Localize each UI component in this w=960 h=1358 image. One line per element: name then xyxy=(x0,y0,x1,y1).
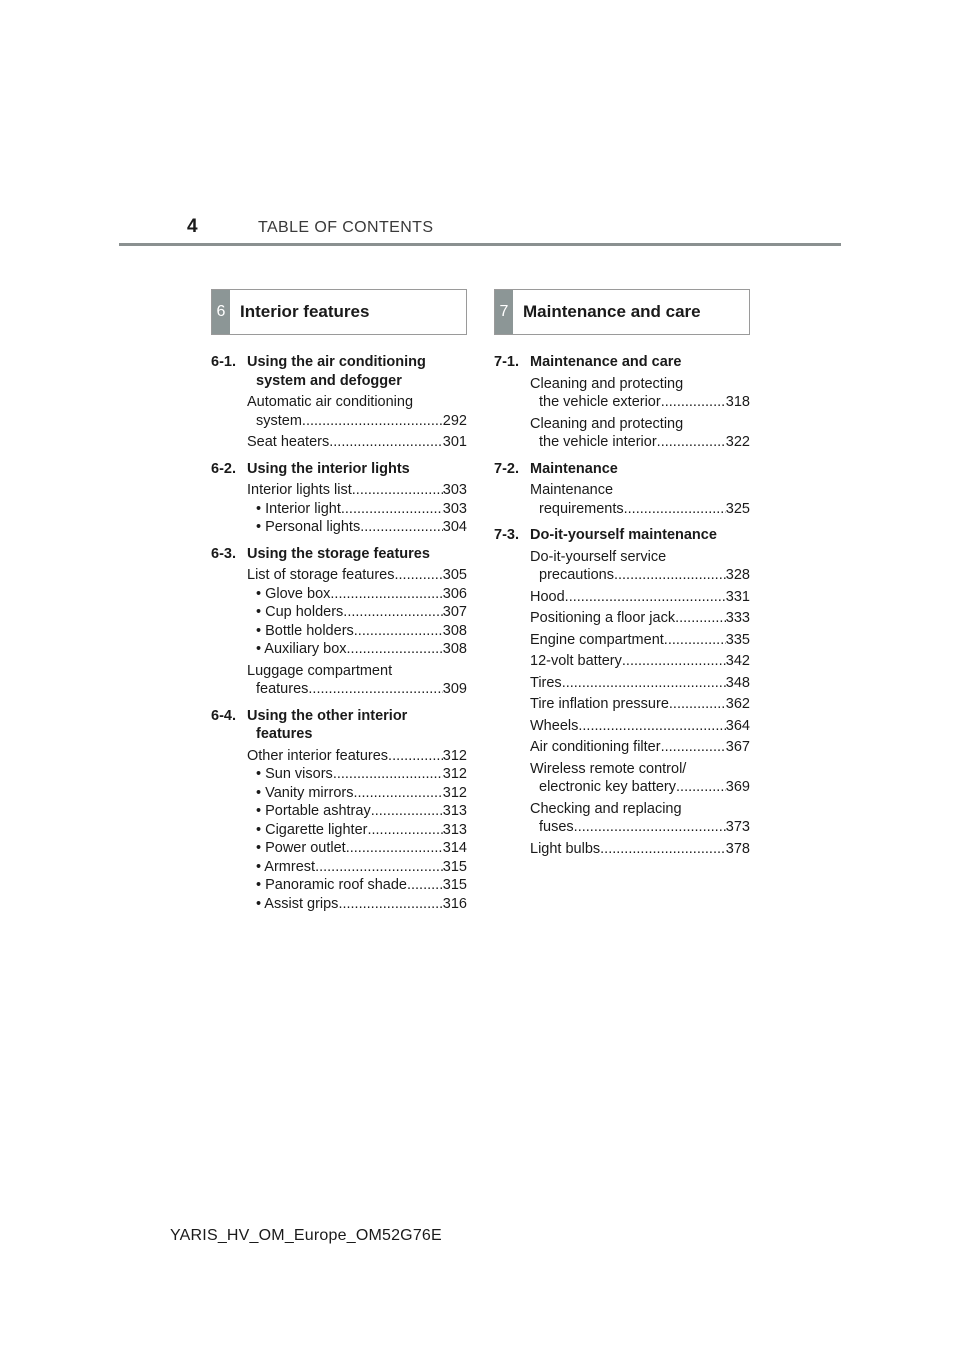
toc-subentry[interactable]: • Portable ashtray ..... 313 xyxy=(247,802,467,821)
page-ref: 309 xyxy=(442,681,467,697)
chapter-6-3 xyxy=(211,545,467,699)
page-ref: 316 xyxy=(442,895,467,912)
chapter-number: 6-3. xyxy=(211,545,236,562)
chapter-6-1 xyxy=(211,353,467,452)
page-ref: 304 xyxy=(442,519,467,535)
toc-subentry[interactable]: • Personal lights ..... 304 xyxy=(247,518,467,537)
section-7-column xyxy=(494,289,750,858)
page-ref: 303 xyxy=(442,500,467,517)
page-ref: 308 xyxy=(442,622,467,639)
page-ref: 348 xyxy=(725,674,750,691)
toc-entry[interactable]: Do-it-yourself service precautions ..... 328 xyxy=(530,548,750,585)
chapter-title[interactable]: Using the other interior features xyxy=(247,707,408,742)
page-ref: 367 xyxy=(725,739,750,755)
page-ref: 378 xyxy=(725,840,750,857)
toc-entry[interactable]: Light bulbs ..... 378 xyxy=(530,840,750,859)
page-ref: 308 xyxy=(442,641,467,657)
toc-subentry[interactable]: • Interior light ..... 303 xyxy=(247,500,467,519)
page-ref: 312 xyxy=(442,747,467,764)
chapter-title[interactable]: Using the interior lights xyxy=(247,460,410,477)
chapter-title[interactable]: Maintenance and care xyxy=(530,354,682,370)
chapter-number: 7-2. xyxy=(494,460,519,477)
toc-entry[interactable]: Seat heaters ..... 301 xyxy=(247,433,467,452)
page-ref: 369 xyxy=(725,779,750,795)
page-ref: 322 xyxy=(725,434,750,450)
toc-subentry[interactable]: • Power outlet ..... 314 xyxy=(247,839,467,858)
chapter-7-1 xyxy=(494,353,750,452)
page-ref: 362 xyxy=(725,696,750,712)
chapter-number: 7-3. xyxy=(494,527,519,543)
chapter-number: 6-1. xyxy=(211,354,236,370)
toc-subentry[interactable]: • Panoramic roof shade ..... 315 xyxy=(247,876,467,895)
page-ref: 342 xyxy=(725,653,750,669)
page-ref: 328 xyxy=(725,567,750,583)
page-ref: 312 xyxy=(442,784,467,801)
section-number-tab: 7 xyxy=(495,290,513,334)
toc-subentry[interactable]: • Vanity mirrors ..... 312 xyxy=(247,784,467,803)
page-ref: 333 xyxy=(725,610,750,626)
toc-entry[interactable]: List of storage features ..... 305 xyxy=(247,566,467,585)
section-6-column xyxy=(211,289,467,913)
toc-entry[interactable]: Maintenance requirements ..... 325 xyxy=(530,481,750,518)
toc-entry[interactable]: Interior lights list ..... 303 xyxy=(247,481,467,500)
chapter-number: 6-4. xyxy=(211,707,236,724)
toc-entry[interactable]: Checking and replacing fuses ..... 373 xyxy=(530,800,750,837)
page-ref: 312 xyxy=(442,766,467,782)
toc-subentry[interactable]: • Bottle holders ..... 308 xyxy=(247,622,467,641)
toc-entry[interactable]: Other interior features ..... 312 xyxy=(247,747,467,766)
page-ref: 305 xyxy=(442,567,467,583)
toc-subentry-list xyxy=(247,585,467,659)
toc-entry[interactable]: Tires ..... 348 xyxy=(530,674,750,693)
toc-entry[interactable]: Engine compartment ..... 335 xyxy=(530,631,750,650)
toc-subentry[interactable]: • Auxiliary box ..... 308 xyxy=(247,640,467,659)
section-header-7[interactable] xyxy=(494,289,750,335)
toc-entry[interactable]: Hood ..... 331 xyxy=(530,588,750,607)
chapter-7-3 xyxy=(494,526,750,858)
toc-entry[interactable]: Cleaning and protecting the vehicle interior ..... 322 xyxy=(530,415,750,452)
page-ref: 306 xyxy=(442,585,467,602)
toc-subentry-list xyxy=(247,500,467,537)
header-title: TABLE OF CONTENTS xyxy=(258,219,434,236)
page-ref: 303 xyxy=(442,482,467,498)
page-ref: 331 xyxy=(725,588,750,605)
chapter-title[interactable]: Do-it-yourself maintenance xyxy=(530,527,717,543)
page-ref: 315 xyxy=(442,858,467,875)
section-header-6[interactable] xyxy=(211,289,467,335)
chapter-7-2 xyxy=(494,460,750,519)
toc-entry[interactable]: Automatic air conditioning system ..... 292 xyxy=(247,393,467,430)
toc-subentry[interactable]: • Glove box ..... 306 xyxy=(247,585,467,604)
page-ref: 373 xyxy=(725,819,750,835)
chapter-6-4 xyxy=(211,707,467,914)
chapter-title[interactable]: Using the storage features xyxy=(247,545,430,562)
page-ref: 313 xyxy=(442,821,467,838)
toc-subentry[interactable]: • Assist grips ..... 316 xyxy=(247,895,467,914)
toc-entry[interactable]: Cleaning and protecting the vehicle exterior ..... 318 xyxy=(530,375,750,412)
page-number: 4 xyxy=(187,216,198,237)
toc-entry[interactable]: Wheels ..... 364 xyxy=(530,717,750,736)
toc-subentry[interactable]: • Armrest ..... 315 xyxy=(247,858,467,877)
toc-entry[interactable]: Positioning a floor jack ..... 333 xyxy=(530,609,750,628)
page-ref: 307 xyxy=(442,604,467,620)
section-title: Maintenance and care xyxy=(523,302,701,321)
page-ref: 315 xyxy=(442,877,467,893)
chapter-6-2 xyxy=(211,460,467,537)
header-divider xyxy=(119,243,841,246)
section-number-tab: 6 xyxy=(212,290,230,334)
chapter-number: 6-2. xyxy=(211,460,236,477)
page-ref: 325 xyxy=(725,500,750,517)
chapter-title[interactable]: Maintenance xyxy=(530,460,618,477)
toc-subentry[interactable]: • Cup holders ..... 307 xyxy=(247,603,467,622)
page-ref: 313 xyxy=(442,803,467,819)
page-ref: 364 xyxy=(725,717,750,734)
page-header xyxy=(0,0,960,250)
toc-entry[interactable]: Air conditioning filter ..... 367 xyxy=(530,738,750,757)
toc-entries xyxy=(494,353,750,858)
page-ref: 301 xyxy=(442,434,467,450)
page-ref: 335 xyxy=(725,631,750,648)
toc-subentry[interactable]: • Sun visors ..... 312 xyxy=(247,765,467,784)
toc-entry[interactable]: 12-volt battery ..... 342 xyxy=(530,652,750,671)
page-ref: 292 xyxy=(442,412,467,429)
toc-entry[interactable]: Wireless remote control/ electronic key battery ..... 369 xyxy=(530,760,750,797)
document-id-footer: YARIS_HV_OM_Europe_OM52G76E xyxy=(170,1227,442,1244)
section-title: Interior features xyxy=(240,302,370,321)
toc-entry[interactable]: Luggage compartment features ..... 309 xyxy=(247,662,467,699)
page-ref: 318 xyxy=(725,394,750,410)
chapter-number: 7-1. xyxy=(494,354,519,370)
toc-entry[interactable]: Tire inflation pressure ..... 362 xyxy=(530,695,750,714)
chapter-title[interactable]: Using the air conditioning system and defogger xyxy=(247,354,426,389)
page-ref: 314 xyxy=(442,840,467,856)
toc-subentry-list xyxy=(247,765,467,913)
toc-subentry[interactable]: • Cigarette lighter ..... 313 xyxy=(247,821,467,840)
toc-entries xyxy=(211,353,467,913)
